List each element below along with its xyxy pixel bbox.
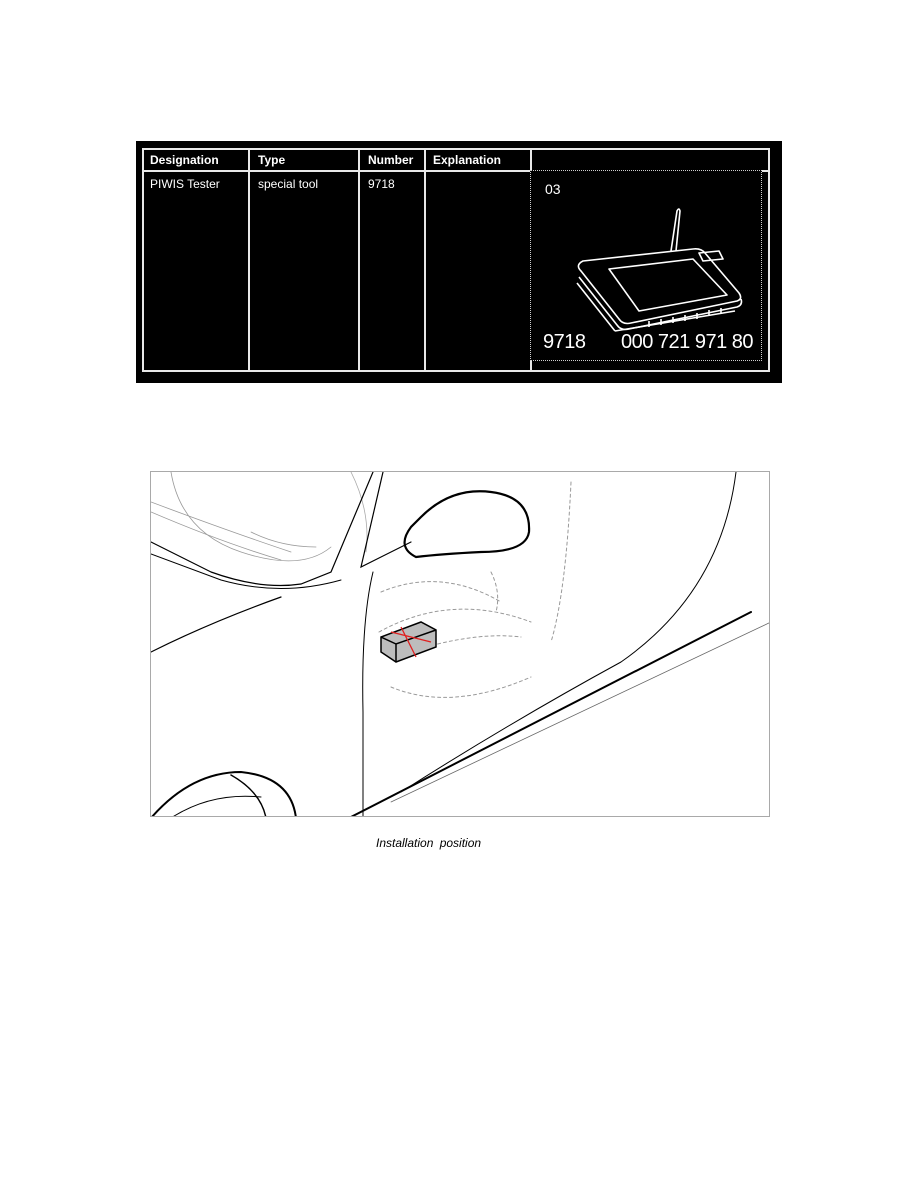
figure-caption: Installation position xyxy=(376,836,482,850)
tool-image-code: 03 xyxy=(545,181,561,197)
header-type: Type xyxy=(258,153,286,167)
piwis-tester-icon xyxy=(561,193,751,333)
cell-type: special tool xyxy=(258,177,319,191)
tool-number-label: 9718 xyxy=(543,331,586,353)
cell-number: 9718 xyxy=(368,177,395,191)
column-divider xyxy=(358,150,360,370)
special-tool-table-block xyxy=(136,141,782,383)
header-number: Number xyxy=(368,153,414,167)
tool-illustration xyxy=(530,170,762,361)
header-explanation: Explanation xyxy=(433,153,502,167)
installation-figure xyxy=(150,471,770,817)
cell-designation: PIWIS Tester xyxy=(150,177,220,191)
column-divider xyxy=(424,150,426,370)
header-designation: Designation xyxy=(150,153,219,167)
car-door-illustration xyxy=(151,472,770,817)
diagnostic-connector xyxy=(381,622,436,662)
column-divider xyxy=(248,150,250,370)
part-number-label: 000 721 971 80 xyxy=(620,331,753,353)
